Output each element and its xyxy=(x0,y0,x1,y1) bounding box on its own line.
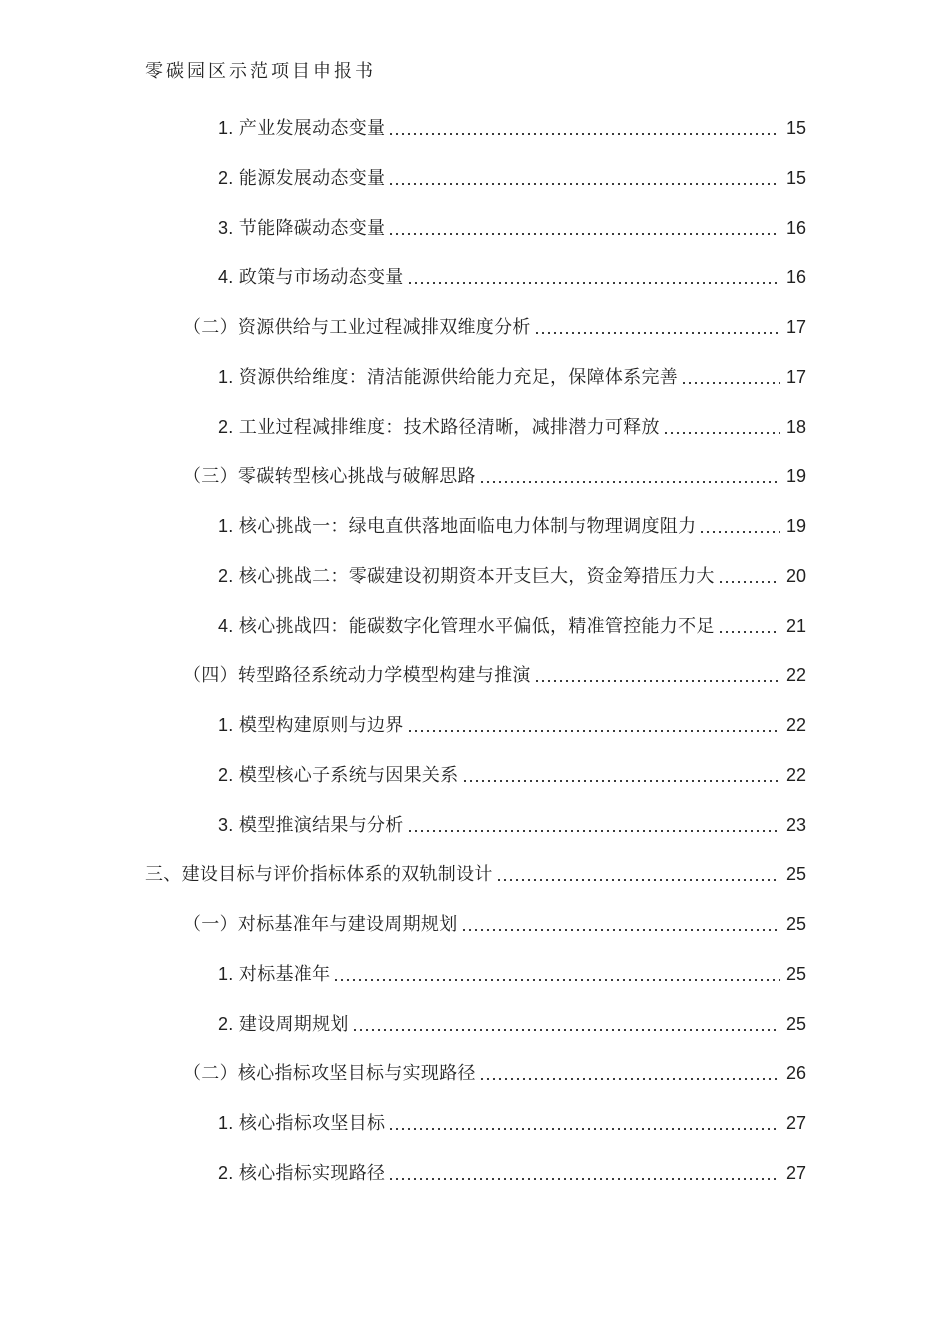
toc-dot-leader xyxy=(335,979,780,981)
toc-page-number: 25 xyxy=(785,963,806,984)
toc-entry-title: 4. 政策与市场动态变量 xyxy=(218,267,404,288)
toc-entry-title: 1. 核心挑战一：绿电直供落地面临电力体制与物理调度阻力 xyxy=(218,516,697,536)
toc-entry[interactable] xyxy=(145,366,806,416)
toc-dot-leader xyxy=(409,282,780,284)
toc-entry[interactable] xyxy=(145,814,806,864)
toc-entry-title: 3. 模型推演结果与分析 xyxy=(218,814,404,835)
toc-page-number: 17 xyxy=(785,317,806,337)
toc-page-number: 22 xyxy=(785,665,806,686)
toc-dot-leader xyxy=(464,780,780,782)
toc-entry-title: 1. 资源供给维度：清洁能源供给能力充足，保障体系完善 xyxy=(218,366,679,387)
toc-entry[interactable] xyxy=(145,714,806,764)
toc-entry[interactable] xyxy=(145,565,806,615)
toc-page-number: 27 xyxy=(785,1162,806,1183)
toc-entry[interactable] xyxy=(145,615,806,665)
toc-dot-leader xyxy=(390,1128,780,1130)
toc-entry[interactable] xyxy=(145,416,806,466)
toc-entry-title: 2. 工业过程减排维度：技术路径清晰，减排潜力可释放 xyxy=(218,416,660,437)
toc-entry-title: 1. 产业发展动态变量 xyxy=(218,118,386,138)
toc-entry-title: （三）零碳转型核心挑战与破解思路 xyxy=(183,466,476,487)
toc-page-number: 26 xyxy=(785,1063,806,1084)
toc-entry[interactable] xyxy=(145,1162,806,1212)
toc-entry-title: 2. 模型核心子系统与因果关系 xyxy=(218,764,459,785)
toc-page-number: 17 xyxy=(785,366,806,387)
toc-entry[interactable] xyxy=(145,863,806,913)
toc-page-number: 16 xyxy=(785,267,806,288)
toc-dot-leader xyxy=(701,531,780,533)
toc-page-number: 27 xyxy=(785,1113,806,1133)
toc-page-number: 25 xyxy=(785,914,806,934)
toc-page-number: 20 xyxy=(785,565,806,586)
toc-dot-leader xyxy=(481,481,780,483)
toc-entry[interactable] xyxy=(145,913,806,963)
toc-dot-leader xyxy=(390,1178,780,1180)
toc-dot-leader xyxy=(354,1029,780,1031)
toc-dot-leader xyxy=(390,183,780,185)
toc-entry[interactable] xyxy=(145,1112,806,1162)
toc-entry-title: 2. 能源发展动态变量 xyxy=(218,167,386,188)
toc-page-number: 19 xyxy=(785,466,806,487)
toc-entry[interactable] xyxy=(145,1013,806,1063)
toc-dot-leader xyxy=(409,730,780,732)
toc-entry[interactable] xyxy=(145,664,806,714)
toc-page-number: 18 xyxy=(785,416,806,437)
toc-entry-title: （四）转型路径系统动力学模型构建与推演 xyxy=(183,665,531,686)
document-header: 零碳园区示范项目申报书 xyxy=(145,61,376,81)
toc-entry[interactable] xyxy=(145,167,806,217)
toc-page-number: 25 xyxy=(785,1013,806,1034)
toc-dot-leader xyxy=(481,1078,780,1080)
toc-entry-title: 3. 节能降碳动态变量 xyxy=(218,217,386,238)
toc-entry-title: 2. 核心挑战二：零碳建设初期资本开支巨大，资金筹措压力大 xyxy=(218,565,715,586)
toc-entry-title: 4. 核心挑战四：能碳数字化管理水平偏低，精准管控能力不足 xyxy=(218,615,715,636)
toc-dot-leader xyxy=(390,133,780,135)
toc-page-number: 25 xyxy=(785,864,806,885)
toc-dot-leader xyxy=(409,830,780,832)
toc-entry-title: 2. 建设周期规划 xyxy=(218,1013,349,1034)
toc-entry[interactable] xyxy=(145,963,806,1013)
toc-entry[interactable] xyxy=(145,316,806,366)
toc-page-number: 15 xyxy=(785,167,806,188)
table-of-contents xyxy=(145,117,806,1212)
toc-dot-leader xyxy=(463,929,780,931)
toc-dot-leader xyxy=(390,233,780,235)
toc-page-number: 16 xyxy=(785,217,806,238)
toc-page-number: 21 xyxy=(785,615,806,636)
toc-entry[interactable] xyxy=(145,515,806,565)
toc-dot-leader xyxy=(536,332,780,334)
toc-page-number: 19 xyxy=(785,516,806,536)
toc-page-number: 22 xyxy=(785,764,806,785)
toc-entry[interactable] xyxy=(145,117,806,167)
toc-entry-title: （二）资源供给与工业过程减排双维度分析 xyxy=(183,317,531,337)
toc-page-number: 22 xyxy=(785,715,806,735)
toc-dot-leader xyxy=(720,631,780,633)
toc-dot-leader xyxy=(665,432,780,434)
toc-entry-title: 三、建设目标与评价指标体系的双轨制设计 xyxy=(145,864,493,885)
toc-entry-title: 2. 核心指标实现路径 xyxy=(218,1162,386,1183)
toc-page-number: 15 xyxy=(785,118,806,138)
toc-entry[interactable] xyxy=(145,764,806,814)
toc-dot-leader xyxy=(498,879,780,881)
toc-entry[interactable] xyxy=(145,266,806,316)
toc-entry-title: 1. 核心指标攻坚目标 xyxy=(218,1113,386,1133)
toc-dot-leader xyxy=(536,680,780,682)
toc-entry-title: （二）核心指标攻坚目标与实现路径 xyxy=(183,1063,476,1084)
toc-entry-title: 1. 模型构建原则与边界 xyxy=(218,715,404,735)
toc-page-number: 23 xyxy=(785,814,806,835)
toc-dot-leader xyxy=(683,382,780,384)
toc-entry[interactable] xyxy=(145,1062,806,1112)
toc-entry[interactable] xyxy=(145,217,806,267)
toc-entry-title: 1. 对标基准年 xyxy=(218,963,331,984)
toc-dot-leader xyxy=(720,581,780,583)
toc-entry[interactable] xyxy=(145,465,806,515)
toc-entry-title: （一）对标基准年与建设周期规划 xyxy=(183,914,458,934)
